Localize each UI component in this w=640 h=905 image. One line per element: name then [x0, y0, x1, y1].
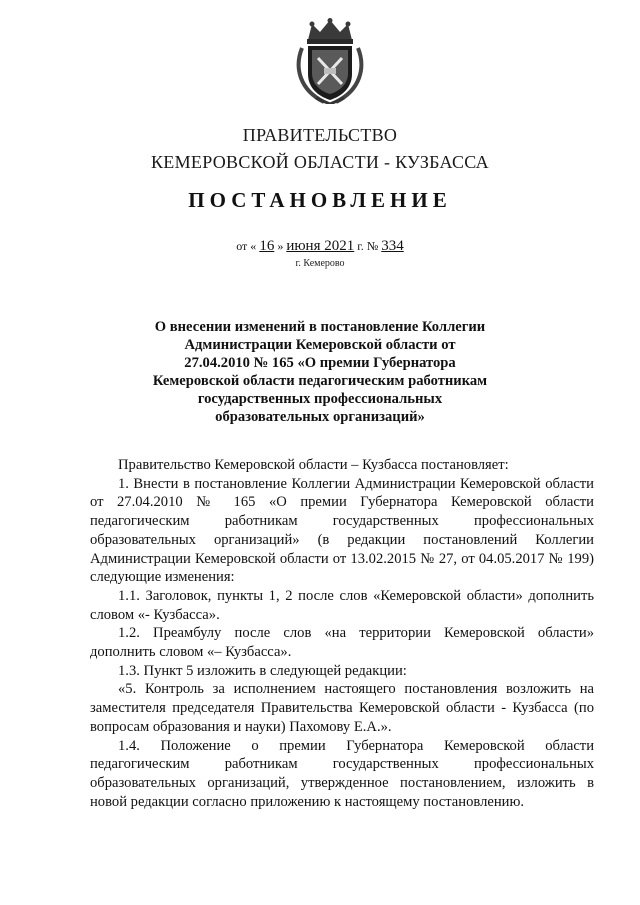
document-body [90, 456, 594, 811]
document-number: 334 [381, 238, 404, 254]
date-from-label: от « [236, 239, 257, 253]
document-day: 16 [259, 238, 275, 254]
body-paragraph: «5. Контроль за исполнением настоящего постановления возложить на заместителя председателя Правительства Кемеровской области - Кузбасса (по вопросам образования и науки) Пахомову Е.А.». [90, 681, 594, 735]
date-quote-close: » [277, 239, 284, 253]
document-month-year: июня 2021 [286, 238, 355, 254]
body-paragraph: 1.3. Пункт 5 изложить в следующей редакции: [118, 662, 407, 679]
body-paragraph: 1. Внести в постановление Коллегии Администрации Кемеровской области от 27.04.2010 № 165 «О премии Губернатора Кемеровской области педагогическим работникам государственных профессиональных образовательных организаций» (в редакции постановлений Коллегии Администрации Кемеровской области от 13.02.2015 № 27, от 04.05.2017 № 199) следующие изменения: [90, 475, 594, 586]
body-paragraph: 1.4. Положение о премии Губернатора Кемеровской области педагогическим работникам государственных профессиональных образовательных организаций, утвержденное постановлением, изложить в новой редакции согласно приложению к настоящему постановлению. [90, 737, 594, 810]
body-paragraph: 1.2. Преамбулу после слов «на территории Кемеровской области» дополнить словом «– Кузбасса». [90, 625, 594, 661]
year-suffix: г. [357, 239, 364, 253]
body-paragraph: Правительство Кемеровской области – Кузбасса постановляет: [118, 457, 509, 473]
government-name-line2: КЕМЕРОВСКОЙ ОБЛАСТИ - КУЗБАССА [151, 152, 489, 172]
number-label: № [366, 239, 379, 253]
kuzbass-coat-of-arms-icon [294, 18, 366, 104]
document-dateline [0, 238, 640, 255]
government-name-line1: ПРАВИТЕЛЬСТВО [242, 125, 398, 145]
document-city: г. Кемерово [295, 258, 345, 269]
document-title: О внесении изменений в постановление Коллегии Администрации Кемеровской области от 27.04.2010 № 165 «О премии Губернатора Кемеровской области педагогическим работникам государственных профессиональных образовательных организаций» [152, 319, 488, 425]
body-paragraph: 1.1. Заголовок, пункты 1, 2 после слов «Кемеровской области» дополнить словом «- Кузбасса». [90, 587, 594, 623]
document-type-heading: ПОСТАНОВЛЕНИЕ [188, 188, 452, 212]
